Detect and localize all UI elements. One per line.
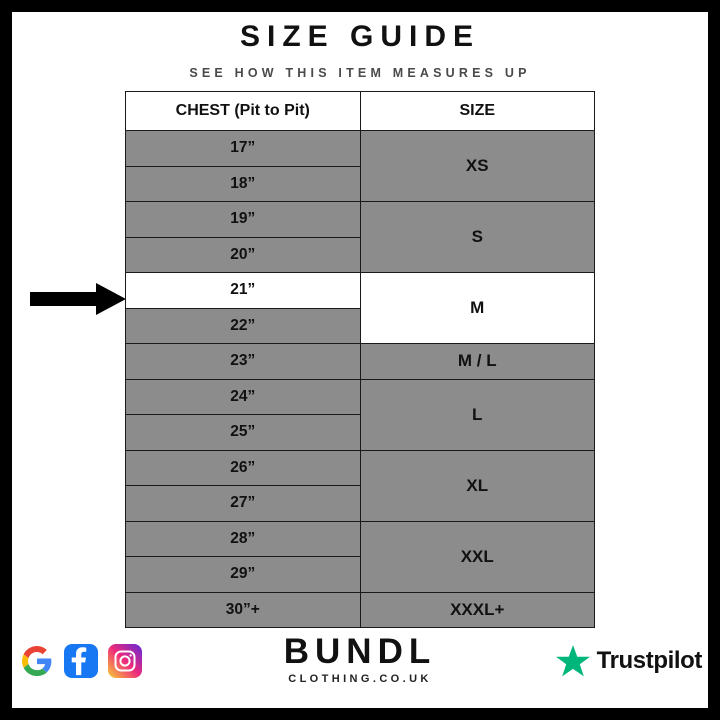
chest-measurement-cell: 18”: [126, 166, 361, 202]
size-label-cell: XXL: [360, 521, 595, 592]
chest-measurement-cell: 17”: [126, 131, 361, 167]
size-chart: [125, 91, 595, 628]
table-row: [126, 450, 595, 486]
chest-measurement-cell: 29”: [126, 557, 361, 593]
size-label-cell: XL: [360, 450, 595, 521]
size-label-cell: L: [360, 379, 595, 450]
brand-name: BUNDL: [283, 632, 437, 671]
footer: [12, 630, 708, 700]
table-row: [126, 521, 595, 557]
size-label-cell: M: [360, 273, 595, 344]
size-label-cell: XXXL+: [360, 592, 595, 628]
size-label-cell: XS: [360, 131, 595, 202]
star-icon: [556, 644, 590, 678]
chest-measurement-cell: 22”: [126, 308, 361, 344]
table-row: [126, 592, 595, 628]
column-header-size: SIZE: [360, 92, 595, 131]
chest-measurement-cell: 25”: [126, 415, 361, 451]
table-row: [126, 202, 595, 238]
size-guide-sheet: [12, 12, 708, 708]
column-header-chest: CHEST (Pit to Pit): [126, 92, 361, 131]
chest-measurement-cell: 26”: [126, 450, 361, 486]
page-subtitle: SEE HOW THIS ITEM MEASURES UP: [189, 66, 531, 80]
chest-measurement-cell: 20”: [126, 237, 361, 273]
brand-website: CLOTHING.CO.UK: [288, 673, 432, 685]
chest-measurement-cell: 27”: [126, 486, 361, 522]
size-label-cell: S: [360, 202, 595, 273]
table-body: [126, 131, 595, 628]
table-row: [126, 131, 595, 167]
arrow-right-icon: [30, 282, 126, 316]
table-header-row: [126, 92, 595, 131]
size-label-cell: M / L: [360, 344, 595, 380]
chest-measurement-cell: 19”: [126, 202, 361, 238]
table-row: [126, 344, 595, 380]
trustpilot-badge[interactable]: [556, 644, 702, 678]
table-row: [126, 379, 595, 415]
page-title: SIZE GUIDE: [239, 20, 481, 53]
table-row: [126, 273, 595, 309]
chest-measurement-cell: 30”+: [126, 592, 361, 628]
chest-measurement-cell: 24”: [126, 379, 361, 415]
trustpilot-label: Trustpilot: [596, 647, 702, 674]
chest-measurement-cell: 21”: [126, 273, 361, 309]
chest-measurement-cell: 23”: [126, 344, 361, 380]
chest-measurement-cell: 28”: [126, 521, 361, 557]
